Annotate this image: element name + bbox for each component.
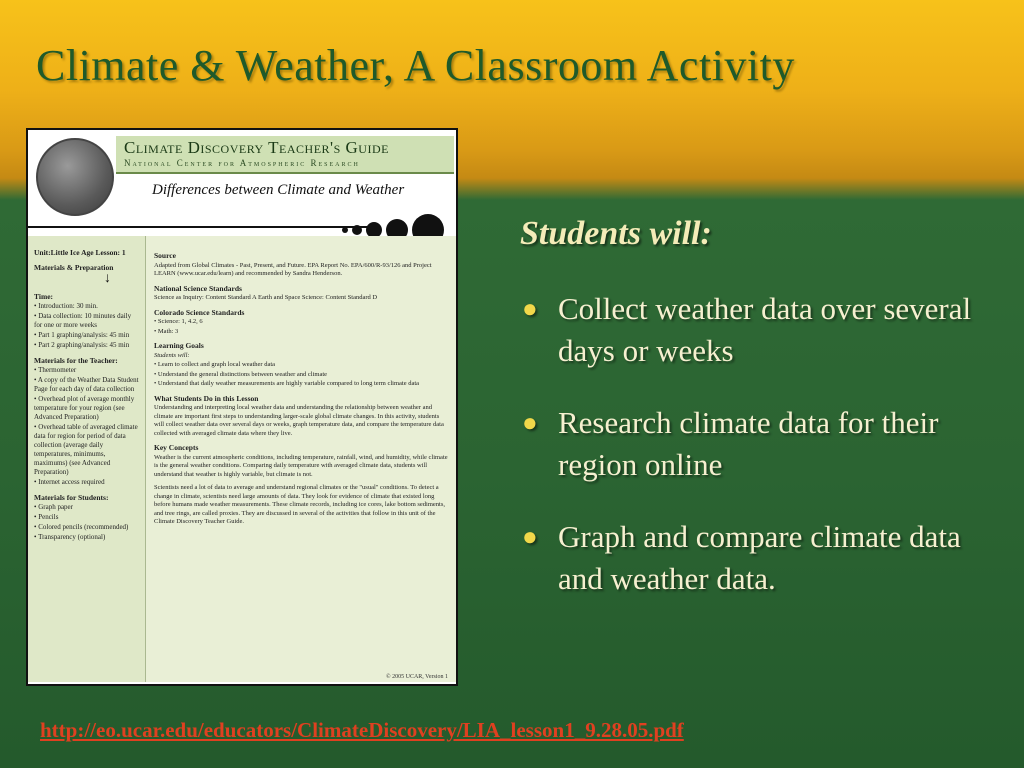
document-teacher-heading: Materials for the Teacher: (34, 356, 118, 365)
document-key-text-2: Scientists need a lot of data to average and understand regional climates or the "usual" conditions. To detect a change in climate, scientists need large amounts of data. They look for evidence of climate that existed long before humans made weather measurements. These climate records, including ice cores, lake bottom sediments, and tree rings, are called proxies. They are discussed in several of the activities that follow in this unit of the Climate Discovery Teacher Guide. (154, 484, 446, 525)
document-unit: Unit:Little Ice Age Lesson: 1 (34, 248, 126, 257)
document-source-heading: Source (154, 251, 176, 260)
document-list-item: • Graph paper (34, 503, 73, 511)
document-list-item: • Part 1 graphing/analysis: 45 min (34, 331, 130, 339)
document-key-heading: Key Concepts (154, 443, 199, 452)
document-nss-text: Science as Inquiry: Content Standard A Earth and Space Science: Content Standard D (154, 294, 378, 301)
document-list-item: • Pencils (34, 513, 59, 521)
students-will-heading: Students will: (520, 215, 712, 252)
document-time-list (34, 302, 139, 350)
bullet-icon: ● (522, 294, 538, 323)
document-sidebar (28, 236, 146, 682)
document-key-text: Weather is the current atmospheric conditions, including temperature, rainfall, wind, and humidity, while climate is the general weather conditions. Comparing daily temperature with averaged climate data, students will understand that weather is highly variable, but climate is not. (154, 453, 448, 478)
arrow-down-icon: ↓ (104, 271, 111, 286)
bullet-icon: ● (522, 522, 538, 551)
document-subtitle: Differences between Climate and Weather (152, 182, 405, 198)
document-divider (28, 226, 368, 228)
document-main-column (146, 236, 456, 682)
document-time-heading: Time: (34, 292, 54, 301)
document-source-text: Adapted from Global Climates - Past, Present, and Future. EPA Report No. EPA/600/R-93/126 and Project LEARN (www.ucar.edu/learn) and recommended by Sandra Henderson. (154, 261, 432, 277)
objective-text: Research climate data for their region online (558, 405, 939, 482)
document-list-item: • Understand the general distinctions between weather and climate (154, 370, 328, 378)
document-css-heading: Colorado Science Standards (154, 307, 245, 317)
document-list-item: • A copy of the Weather Data Student Page for each day of data collection (34, 376, 139, 393)
dot-icon (352, 225, 362, 235)
document-org: National Center for Atmospheric Research (124, 158, 360, 168)
objective-item (520, 288, 990, 372)
document-header (28, 130, 456, 236)
document-list-item: • Data collection: 10 minutes daily for one or more weeks (34, 312, 132, 329)
document-list-item: • Introduction: 30 min. (34, 302, 98, 310)
objective-item (520, 402, 990, 486)
document-list-item: • Transparency (optional) (34, 533, 106, 541)
document-copyright: © 2005 UCAR, Version 1 (386, 674, 448, 680)
earth-logo-icon (36, 138, 114, 216)
document-teacher-list (34, 366, 139, 487)
lesson-pdf-link[interactable]: http://eo.ucar.edu/educators/ClimateDiscovery/LIA_lesson1_9.28.05.pdf (40, 718, 684, 742)
document-student-heading: Materials for Students: (34, 493, 109, 502)
document-what-heading: What Students Do in this Lesson (154, 393, 259, 403)
document-list-item: • Colored pencils (recommended) (34, 523, 129, 531)
document-goals-heading: Learning Goals (154, 341, 204, 350)
document-list-item: • Overhead table of averaged climate data for region for period of data collection (average daily temperatures, minimums, maximums) (see Advanced Preparation) (34, 423, 138, 476)
document-guide-title: Climate Discovery Teacher's Guide (124, 138, 389, 157)
document-list-item: • Understand that daily weather measurements are highly variable compared to long term climate data (154, 380, 420, 387)
objective-text: Graph and compare climate data and weather data. (558, 519, 961, 596)
document-list-item: • Internet access required (34, 478, 105, 486)
document-list-item: • Overhead plot of average monthly temperature for your region (see Advanced Preparation) (34, 395, 135, 421)
document-materials-prep: Materials & Preparation (34, 263, 114, 272)
document-what-text: Understanding and interpreting local weather data and understanding the relationship between weather and climate are important first steps to understanding larger-scale global climate changes. In this activity, students will collect weather data over several days or weeks, graph temperature data, and compare the temperature data collected with averaged climate data where they live. (154, 404, 444, 437)
dot-icon (342, 227, 348, 233)
objective-item (520, 516, 990, 600)
document-list-item: • Math: 3 (154, 327, 179, 335)
document-list-item: • Thermometer (34, 366, 77, 374)
document-list-item: • Part 2 graphing/analysis: 45 min (34, 341, 130, 349)
slide-title: Climate & Weather, A Classroom Activity (36, 41, 795, 90)
document-list-item: • Science: 1, 4.2, 6 (154, 318, 203, 325)
document-student-list (34, 503, 139, 542)
document-nss-heading: National Science Standards (154, 283, 242, 293)
document-goals-list (154, 361, 448, 389)
document-list-item: • Learn to collect and graph local weather data (154, 361, 276, 368)
bullet-icon: ● (522, 408, 538, 437)
objectives-list (520, 288, 990, 630)
document-goals-intro: Students will: (154, 351, 190, 359)
document-body (28, 236, 456, 682)
objective-text: Collect weather data over several days or weeks (558, 291, 972, 368)
lesson-document-image (26, 128, 458, 686)
document-css-list (154, 318, 448, 336)
